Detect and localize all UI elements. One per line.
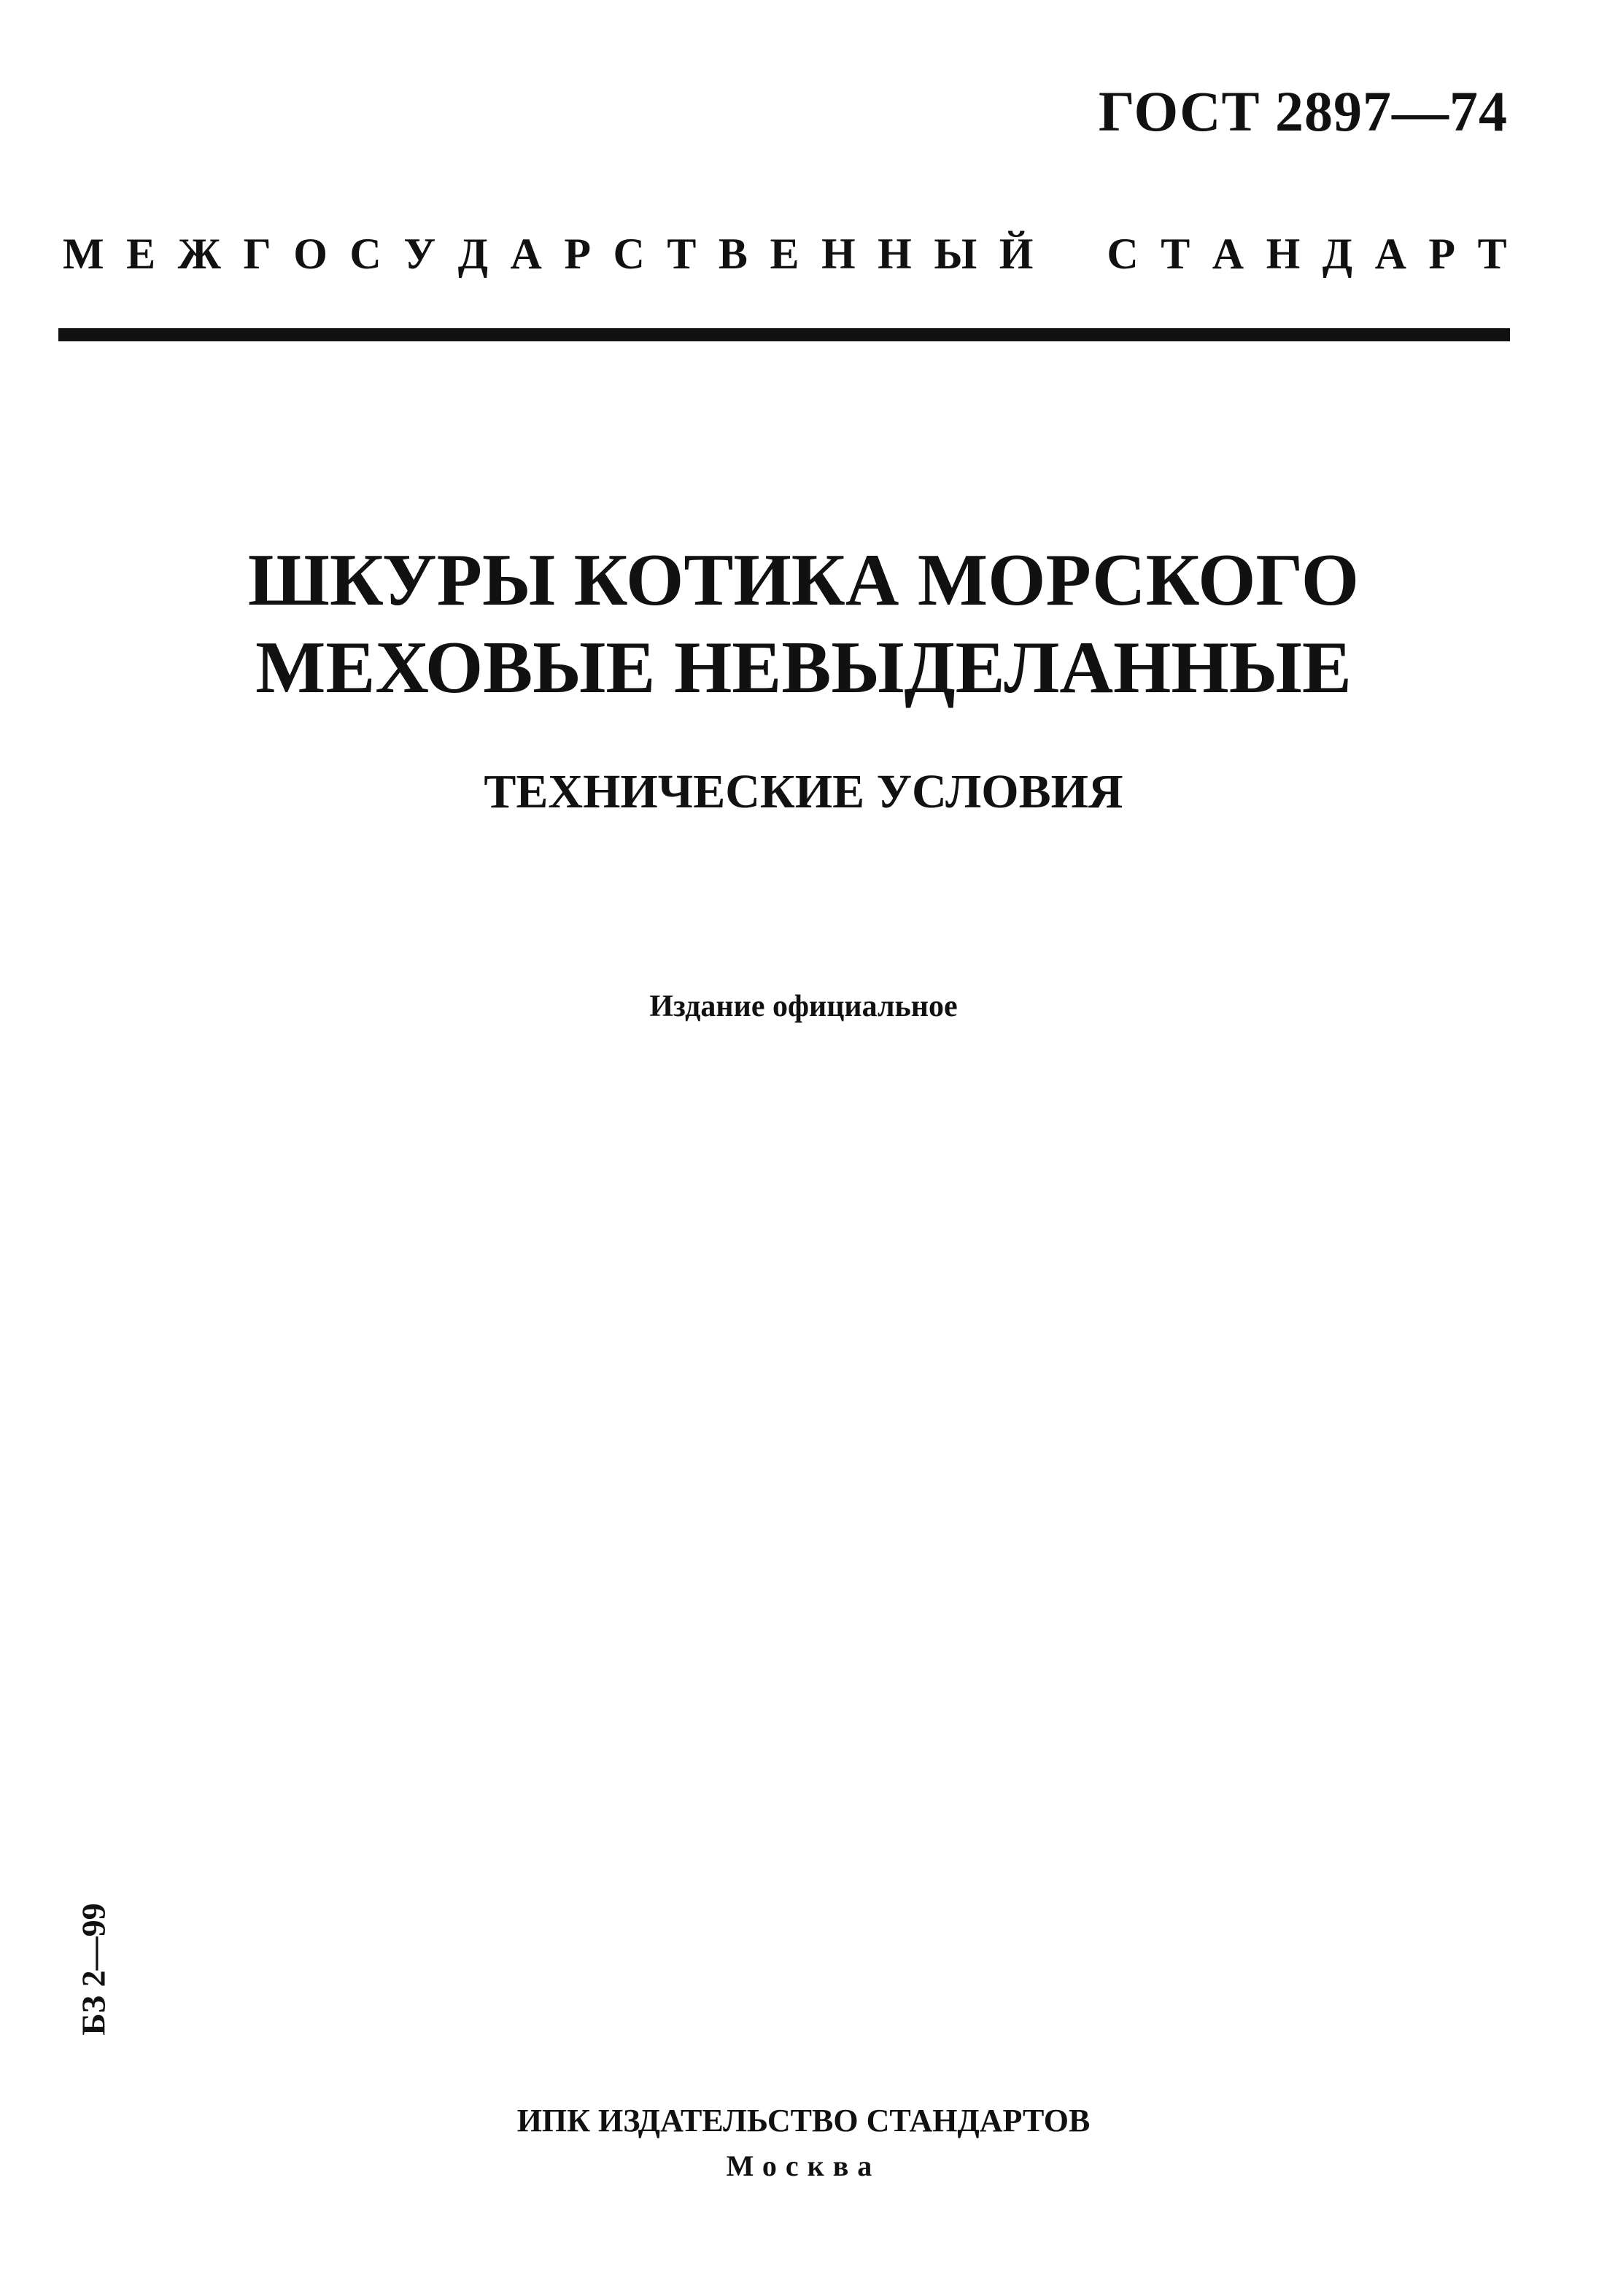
heading-letter: Е xyxy=(770,230,799,278)
heading-word-gap xyxy=(1056,232,1085,276)
heading-letter: Г xyxy=(243,230,271,278)
document-number: ГОСТ 2897—74 xyxy=(1098,79,1508,143)
title-line: МЕХОВЫЕ НЕВЫДЕЛАННЫЕ xyxy=(255,627,1352,709)
heading-letter: А xyxy=(1374,230,1406,278)
heading-letter: Д xyxy=(457,230,489,278)
document-subtitle: ТЕХНИЧЕСКИЕ УСЛОВИЯ xyxy=(484,765,1123,818)
heading-letter: Т xyxy=(1477,230,1507,278)
heading-letter: Ы xyxy=(934,230,977,278)
heading-letter: В xyxy=(718,230,748,278)
side-bulletin-code: БЗ 2—99 xyxy=(74,1903,112,2036)
edition-label: Издание официальное xyxy=(649,990,958,1023)
interstate-standard-heading xyxy=(63,232,1507,276)
heading-letter: Т xyxy=(667,230,697,278)
heading-letter: Т xyxy=(1161,230,1190,278)
heading-letter: С xyxy=(349,230,382,278)
heading-letter: Ж xyxy=(177,230,221,278)
publisher-city: Москва xyxy=(726,2149,881,2182)
heading-letter: У xyxy=(403,230,436,278)
heading-divider xyxy=(58,328,1510,341)
heading-letter: Р xyxy=(1428,230,1456,278)
heading-letter: Р xyxy=(564,230,592,278)
heading-letter: Н xyxy=(878,230,912,278)
heading-letter: А xyxy=(510,230,542,278)
heading-letter: Е xyxy=(126,230,156,278)
heading-letter: Н xyxy=(821,230,856,278)
heading-letter: М xyxy=(63,230,104,278)
heading-letter: А xyxy=(1212,230,1244,278)
title-line: ШКУРЫ КОТИКА МОРСКОГО xyxy=(247,539,1360,621)
document-title xyxy=(0,537,1607,712)
publisher-name: ИПК ИЗДАТЕЛЬСТВО СТАНДАРТОВ xyxy=(516,2103,1091,2138)
heading-letter: Н xyxy=(1266,230,1301,278)
heading-letter: С xyxy=(613,230,645,278)
heading-letter: С xyxy=(1107,230,1139,278)
heading-letter: О xyxy=(293,230,328,278)
heading-letter: Й xyxy=(999,230,1034,278)
heading-letter: Д xyxy=(1322,230,1353,278)
